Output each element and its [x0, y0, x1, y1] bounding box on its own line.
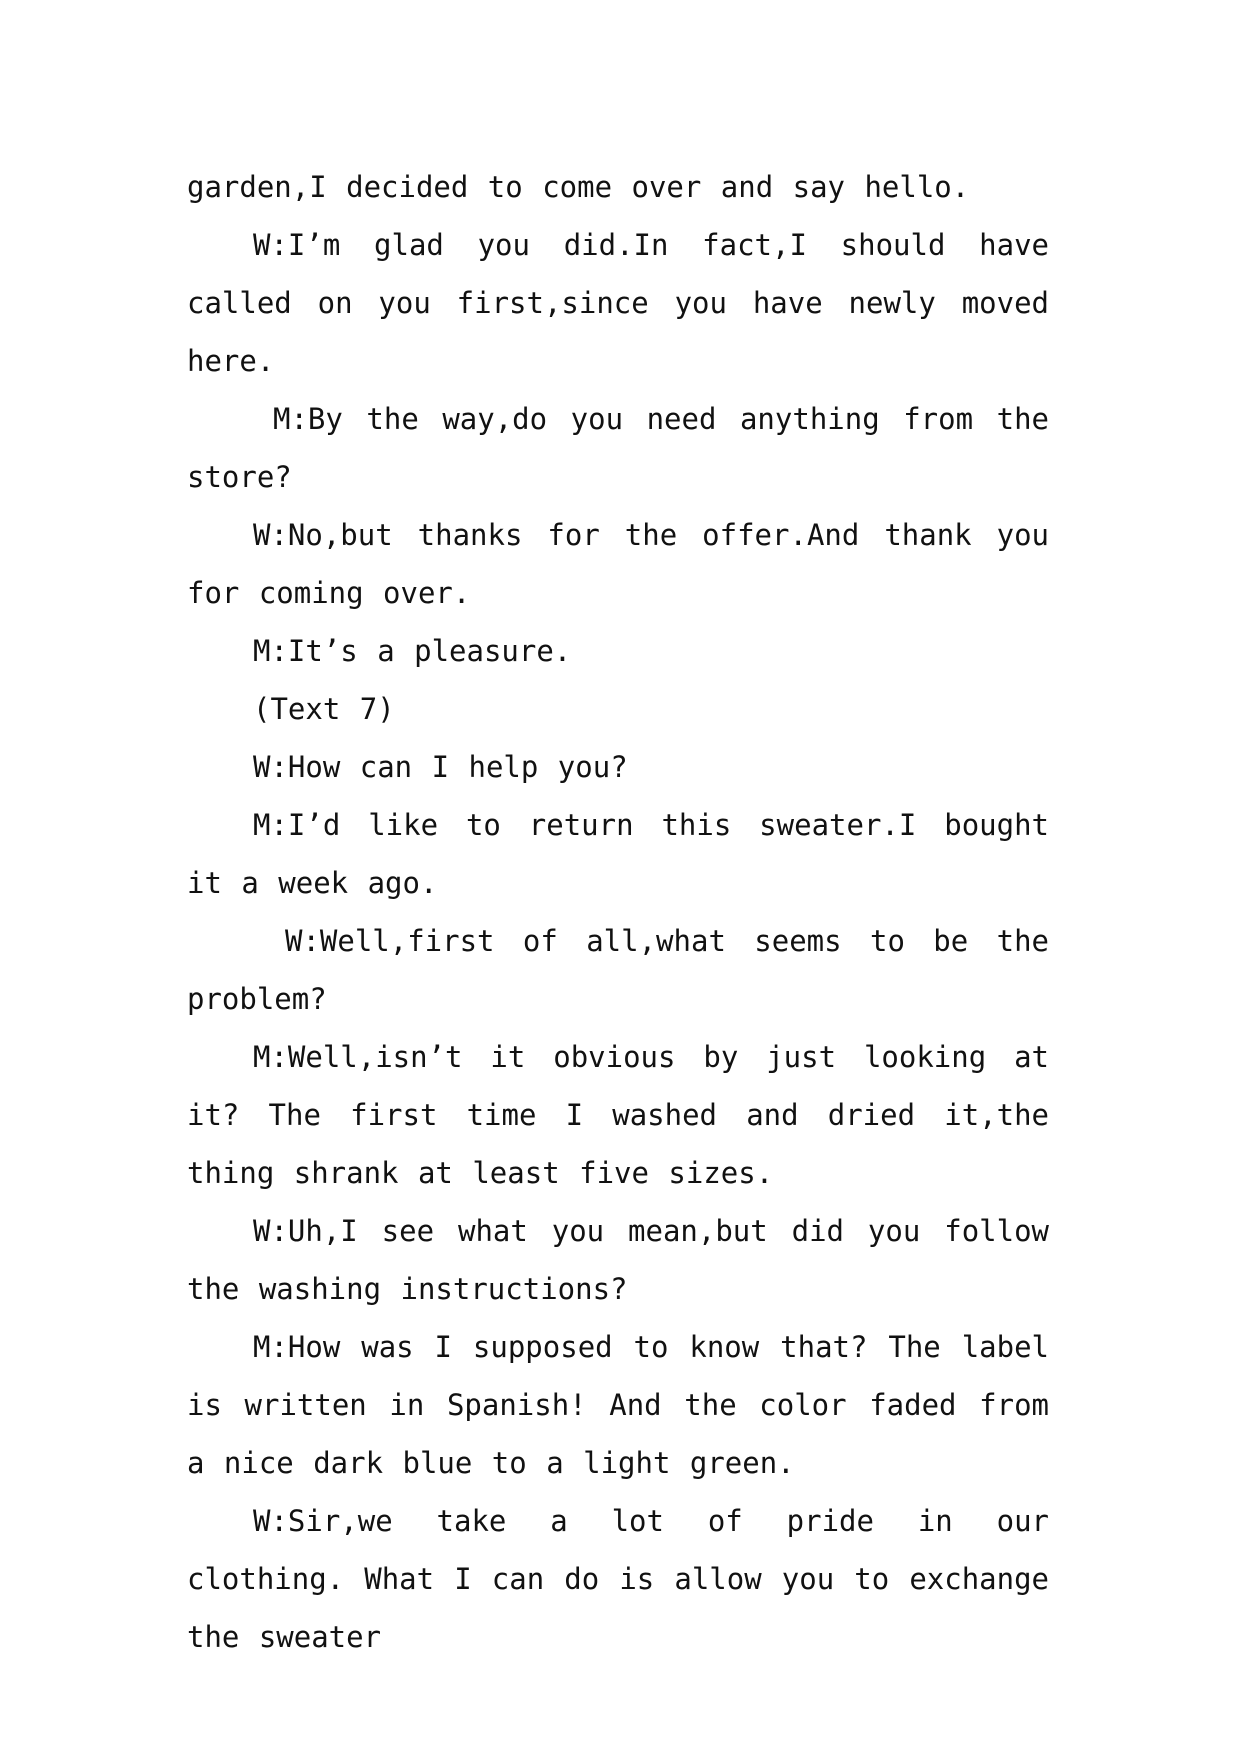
- paragraph-2: W:I’m glad you did.In fact,I should have called on you first,since you have newly moved here.: [187, 228, 1049, 378]
- paragraph-1: garden,I decided to come over and say hello.: [187, 170, 970, 204]
- paragraph-12: M:How was I supposed to know that? The label is written in Spanish! And the color faded from a nice dark blue to a light green.: [187, 1330, 1049, 1480]
- paragraph-6: (Text 7): [253, 692, 395, 726]
- paragraph-5: M:It’s a pleasure.: [253, 634, 572, 668]
- paragraph-11: W:Uh,I see what you mean,but did you follow the washing instructions?: [187, 1214, 1049, 1306]
- paragraph-10: M:Well,isn’t it obvious by just looking at it? The first time I washed and dried it,the thing shrank at least five sizes.: [187, 1040, 1049, 1190]
- paragraph-7: W:How can I help you?: [253, 750, 628, 784]
- paragraph-13: W:Sir,we take a lot of pride in our clothing. What I can do is allow you to exchange the sweater: [187, 1504, 1049, 1654]
- paragraph-3: M:By the way,do you need anything from the store?: [187, 402, 1049, 494]
- dialogue-text: [187, 158, 1049, 1666]
- paragraph-9: W:Well,first of all,what seems to be the problem?: [187, 924, 1049, 1016]
- paragraph-8: M:I’d like to return this sweater.I bought it a week ago.: [187, 808, 1049, 900]
- paragraph-4: W:No,but thanks for the offer.And thank you for coming over.: [187, 518, 1049, 610]
